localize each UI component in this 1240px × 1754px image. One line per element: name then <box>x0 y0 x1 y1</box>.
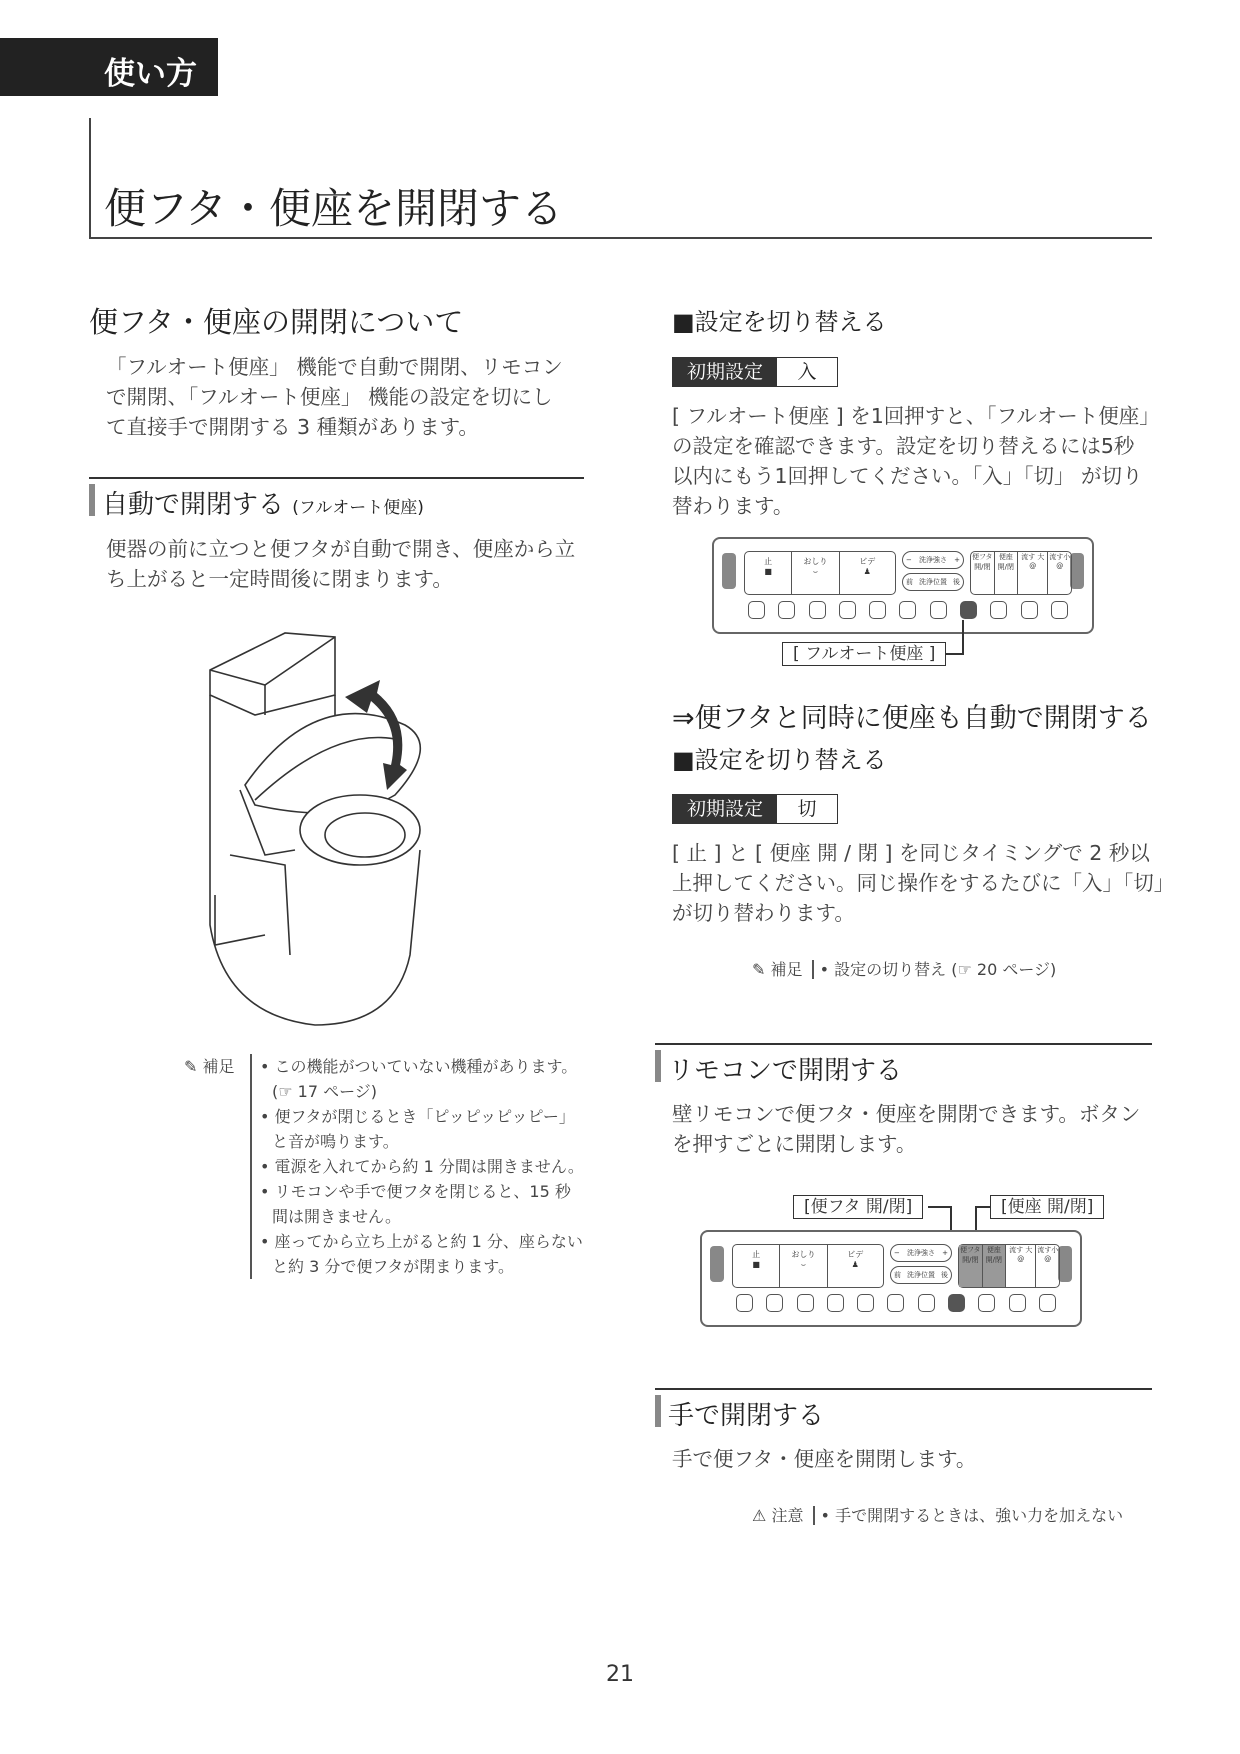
text-line: て直接手で開閉する 3 種類があります。 <box>106 415 479 439</box>
pencil-icon: ✎ <box>752 960 766 979</box>
stop-button[interactable]: 止 ■ <box>733 1245 780 1287</box>
lid-label: 便フタ開/閉 <box>960 1246 981 1264</box>
title-divider <box>89 237 1152 239</box>
position-label: 洗浄位置 <box>919 578 947 586</box>
flush-small-button[interactable]: 流す小 @ <box>1049 553 1071 570</box>
auto-heading-sub: (フルオート便座) <box>292 498 424 518</box>
flush-small-label: 流す小 <box>1037 1246 1059 1254</box>
plus-button[interactable]: + <box>954 556 960 564</box>
bidet-label: ビデ <box>847 1250 864 1259</box>
power-button[interactable] <box>1051 601 1068 619</box>
small-button[interactable] <box>839 601 856 619</box>
small-button[interactable] <box>797 1294 814 1312</box>
warning-icon: ⚠ <box>752 1506 767 1525</box>
remote-side-grip <box>1058 1246 1072 1282</box>
text-line: が切り替わります。 <box>672 901 855 925</box>
section-bar <box>89 484 95 516</box>
stop-label: 止 <box>764 557 773 566</box>
back-button[interactable]: 後 <box>941 1271 948 1279</box>
section-bar <box>655 1395 661 1427</box>
text-line: [ 止 ] と [ 便座 開 / 閉 ] を同じタイミングで 2 秒以 <box>672 841 1150 865</box>
oshiri-label: おしり <box>791 1250 816 1259</box>
text-line: 替わります。 <box>672 494 794 518</box>
flush-large-label: 流す 大 <box>1009 1246 1033 1254</box>
lid-open-close-button[interactable] <box>959 1245 983 1287</box>
power-button[interactable] <box>1039 1294 1056 1312</box>
note-line: と音が鳴ります。 <box>272 1132 399 1151</box>
plus-button[interactable]: + <box>942 1249 948 1257</box>
remote-side-grip <box>722 553 736 589</box>
callout-seat: [便座 開/閉] <box>990 1195 1104 1219</box>
front-button[interactable]: 前 <box>906 578 913 586</box>
text-line: を押すごとに開閉します。 <box>672 1132 917 1156</box>
flush-small-button[interactable]: 流す小 @ <box>1037 1246 1059 1263</box>
callout-leader <box>928 1206 950 1208</box>
text-line: 便器の前に立つと便フタが自動で開き、便座から立 <box>106 537 576 561</box>
small-button[interactable] <box>809 601 826 619</box>
flush-large-label: 流す 大 <box>1021 553 1045 561</box>
stop-label: 止 <box>752 1250 761 1259</box>
note-line: と約 3 分で便フタが閉まります。 <box>272 1257 514 1276</box>
note-item <box>260 1104 584 1154</box>
auto-heading-text: 自動で開閉する <box>102 490 285 520</box>
toilet-illustration <box>195 625 475 1040</box>
strength-label: 洗浄強さ <box>907 1249 935 1257</box>
minus-button[interactable]: − <box>894 1249 900 1257</box>
remote-side-grip <box>710 1246 724 1282</box>
note-line: • リモコンや手で便フタを閉じると、15 秒 <box>260 1182 571 1201</box>
text-line: の設定を確認できます。設定を切り替えるには5秒 <box>672 434 1135 458</box>
about-heading: 便フタ・便座の開閉について <box>89 305 464 339</box>
text-line: で開閉、「フルオート便座」 機能の設定を切にし <box>106 385 553 409</box>
small-button[interactable] <box>899 601 916 619</box>
small-button[interactable] <box>887 1294 904 1312</box>
small-button-row <box>748 601 1068 621</box>
small-button[interactable] <box>736 1294 753 1312</box>
switch-setting-heading: ■設定を切り替える <box>672 308 887 336</box>
text-line: ち上がると一定時間後に閉まります。 <box>106 567 453 591</box>
fullauto-seat-button[interactable] <box>960 601 977 619</box>
note-label-text: 補足 <box>202 1057 235 1076</box>
initial-setting-badge <box>672 357 838 387</box>
lid-label: 便フタ開/閉 <box>972 553 993 571</box>
small-button[interactable] <box>918 1294 935 1312</box>
flush-button-group <box>970 551 1072 595</box>
title-divider-vertical <box>89 118 91 239</box>
callout-fullauto: [ フルオート便座 ] <box>782 642 946 666</box>
supplement-note-2 <box>752 957 1056 982</box>
fullauto-seat-button[interactable] <box>948 1294 965 1312</box>
page-reference-link[interactable]: • 設定の切り替え (☞ 20 ページ) <box>812 960 1057 979</box>
sync-heading: ⇒便フタと同時に便座も自動で開閉する <box>672 703 1152 734</box>
wall-remote <box>712 537 1094 634</box>
main-button-group <box>744 551 896 595</box>
about-text <box>106 352 563 442</box>
caution-label: 注意 <box>771 1506 804 1525</box>
caution-text: • 手で開閉するときは、強い力を加えない <box>813 1506 1124 1525</box>
small-button[interactable] <box>1021 601 1038 619</box>
small-button[interactable] <box>990 601 1007 619</box>
small-button[interactable] <box>778 601 795 619</box>
caution-note <box>752 1503 1123 1528</box>
callout-lid: [便フタ 開/閉] <box>793 1195 923 1219</box>
callout-leader <box>975 1206 990 1208</box>
hand-heading: 手で開閉する <box>668 1401 825 1431</box>
text-line: 以内にもう1回押してください。「入」「切」 が切り <box>672 464 1143 488</box>
page-number: 21 <box>606 1662 634 1687</box>
stop-button[interactable]: 止 ■ <box>745 552 792 594</box>
position-label: 洗浄位置 <box>907 1271 935 1279</box>
initial-setting-value: 入 <box>797 361 817 383</box>
page-title: 便フタ・便座を開閉する <box>104 184 564 233</box>
text-line: 「フルオート便座」 機能で自動で開閉、リモコン <box>106 355 563 379</box>
strength-control[interactable] <box>902 551 964 569</box>
wall-remote-2 <box>700 1230 1082 1327</box>
text-line: 壁リモコンで便フタ・便座を開閉できます。ボタン <box>672 1102 1141 1126</box>
section-bar <box>655 1050 661 1082</box>
remote-side-grip <box>1070 553 1084 589</box>
seat-open-close-button[interactable] <box>983 1245 1007 1287</box>
switch-setting-text <box>672 401 1160 521</box>
initial-setting-value: 切 <box>797 798 817 820</box>
auto-heading <box>102 484 424 521</box>
flush-button-group <box>958 1244 1060 1288</box>
note-line: • 座ってから立ち上がると約 1 分、座らない <box>260 1232 583 1251</box>
page-reference-link[interactable]: (☞ 17 ページ) <box>272 1082 378 1101</box>
small-button[interactable] <box>930 601 947 619</box>
small-button[interactable] <box>748 601 765 619</box>
note-label-text: 補足 <box>770 960 803 979</box>
callout-leader <box>962 620 964 655</box>
note-item <box>260 1054 584 1104</box>
small-button[interactable] <box>766 1294 783 1312</box>
initial-setting-badge-2 <box>672 794 838 824</box>
seat-label: 便座開/閉 <box>985 1246 1003 1264</box>
small-button[interactable] <box>869 601 886 619</box>
remote-text <box>672 1099 1140 1159</box>
note-label <box>184 1054 250 1279</box>
bidet-button[interactable]: ビデ ♟ <box>859 557 876 576</box>
bidet-button[interactable]: ビデ ♟ <box>847 1250 864 1269</box>
initial-setting-label: 初期設定 <box>673 795 777 823</box>
position-control[interactable] <box>890 1266 952 1284</box>
strength-label: 洗浄強さ <box>919 556 947 564</box>
small-button-row <box>736 1294 1056 1314</box>
back-button[interactable]: 後 <box>953 578 960 586</box>
main-button-group <box>732 1244 884 1288</box>
oshiri-button[interactable]: おしり ⌣ <box>792 552 839 594</box>
switch-setting-heading-2: ■設定を切り替える <box>672 746 887 774</box>
flush-small-label: 流す小 <box>1049 553 1071 561</box>
position-control[interactable] <box>902 573 964 591</box>
seat-open-close-button[interactable] <box>995 552 1019 594</box>
pencil-icon: ✎ <box>184 1057 198 1076</box>
lid-open-close-button[interactable] <box>971 552 995 594</box>
front-button[interactable]: 前 <box>894 1271 901 1279</box>
note-list <box>250 1054 584 1279</box>
section-divider <box>655 1388 1152 1390</box>
note-line: • この機能がついていない機種があります。 <box>260 1057 578 1076</box>
switch-setting-text-2 <box>672 838 1174 928</box>
small-button[interactable] <box>827 1294 844 1312</box>
note-line: • 便フタが閉じるとき「ピッピッピッピー」 <box>260 1107 575 1126</box>
section-divider <box>655 1043 1152 1045</box>
small-button[interactable] <box>857 1294 874 1312</box>
section-divider <box>89 477 584 479</box>
text-line: [ フルオート便座 ] を1回押すと、「フルオート便座」 <box>672 404 1160 428</box>
small-button[interactable] <box>1009 1294 1026 1312</box>
oshiri-label: おしり <box>803 557 828 566</box>
note-item <box>260 1229 584 1279</box>
minus-button[interactable]: − <box>906 556 912 564</box>
strength-control[interactable] <box>890 1244 952 1262</box>
text-line: 上押してください。同じ操作をするたびに「入」「切」 <box>672 871 1175 895</box>
remote-heading: リモコンで開閉する <box>668 1056 903 1086</box>
section-tab <box>0 38 218 96</box>
flush-large-button[interactable]: 流す 大 @ <box>1006 1245 1036 1287</box>
note-item <box>260 1179 584 1229</box>
seat-label: 便座開/閉 <box>997 553 1015 571</box>
bidet-label: ビデ <box>859 557 876 566</box>
supplement-note <box>184 1054 584 1279</box>
hand-text: 手で便フタ・便座を開閉します。 <box>672 1447 977 1471</box>
note-item <box>260 1154 584 1179</box>
small-button[interactable] <box>978 1294 995 1312</box>
note-line: • 電源を入れてから約 1 分間は開きません。 <box>260 1157 584 1176</box>
initial-setting-label: 初期設定 <box>673 358 777 386</box>
oshiri-button[interactable]: おしり ⌣ <box>780 1245 827 1287</box>
note-line: 間は開きません。 <box>272 1207 401 1226</box>
auto-text <box>106 534 575 594</box>
flush-large-button[interactable]: 流す 大 @ <box>1018 552 1048 594</box>
section-tab-label: 使い方 <box>104 56 197 92</box>
